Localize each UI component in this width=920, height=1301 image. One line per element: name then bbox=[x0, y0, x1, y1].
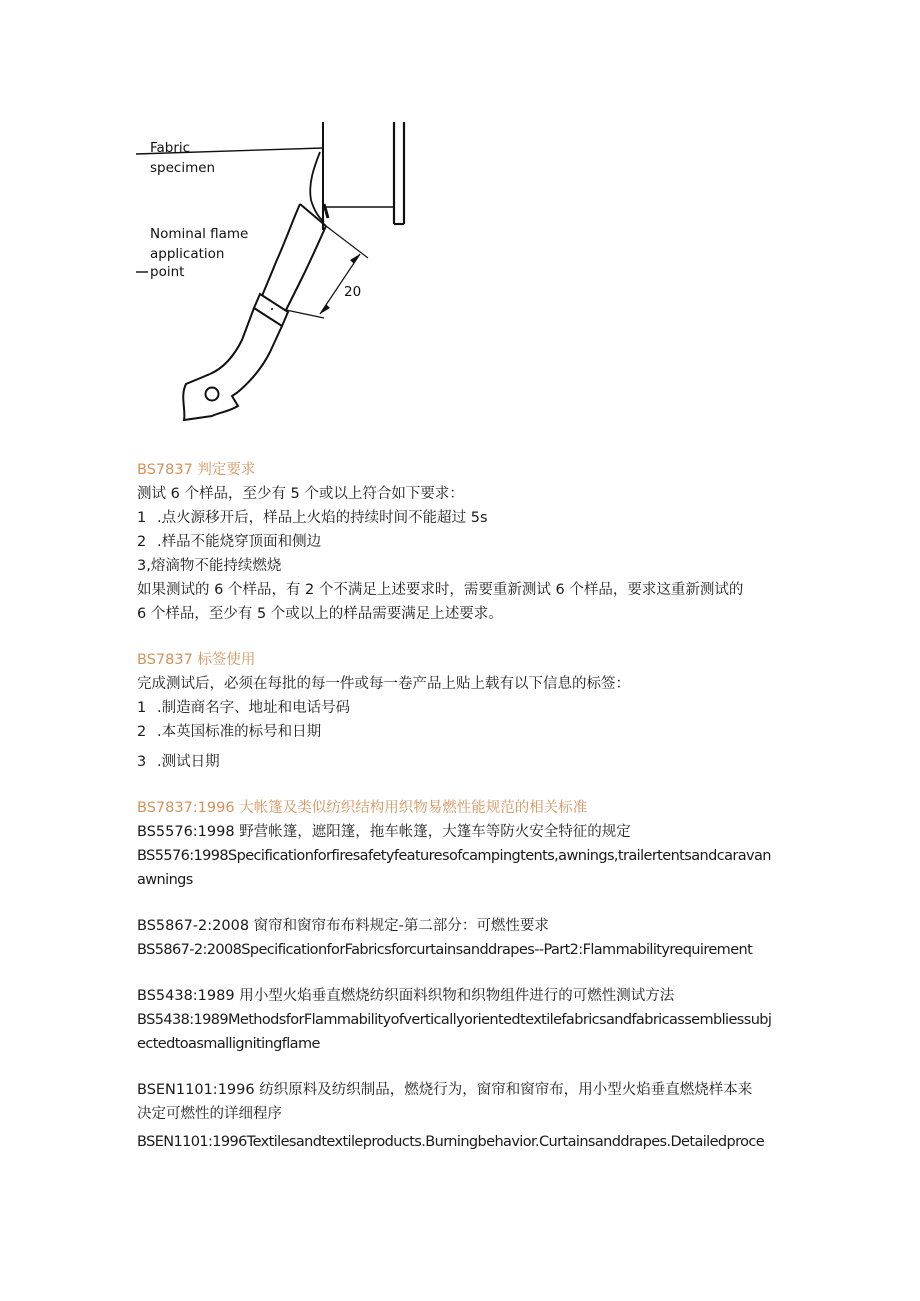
section2-intro: 完成测试后，必须在每批的每一件或每一卷产品上贴上载有以下信息的标签： bbox=[137, 676, 630, 692]
standard-4-en: BSEN1101:1996Textilesandtextileproducts.Burningbehavior.Curtainsanddrapes.Detailedproce bbox=[137, 1134, 765, 1150]
flame-test-diagram-svg bbox=[128, 112, 428, 442]
standard-4-cn-1: BSEN1101:1996 纺织原料及纺织制品，燃烧行为，窗帘和窗帘布，用小型火焰垂直燃烧样本来 bbox=[137, 1082, 753, 1098]
spacer bbox=[137, 962, 787, 984]
section1-intro: 测试 6 个样品，至少有 5 个或以上符合如下要求： bbox=[137, 486, 464, 502]
flame-marker bbox=[324, 204, 328, 218]
item-text: .制造商名字、地址和电话号码 bbox=[157, 700, 351, 716]
collar-dot bbox=[271, 308, 273, 310]
spacer bbox=[137, 626, 787, 648]
section2-item-2 bbox=[137, 720, 787, 744]
item-text: .样品不能烧穿顶面和侧边 bbox=[157, 534, 322, 550]
item-text: .测试日期 bbox=[157, 754, 220, 770]
label-flame-3: point bbox=[150, 264, 185, 280]
document-body bbox=[137, 458, 787, 1154]
fabric-curl bbox=[310, 152, 324, 222]
label-flame-1: Nominal flame bbox=[150, 226, 249, 242]
item-text: .本英国标准的标号和日期 bbox=[157, 724, 322, 740]
item-number: 1 bbox=[137, 700, 147, 716]
spacer bbox=[137, 1056, 787, 1078]
section2-item-3 bbox=[137, 750, 787, 774]
section1-retest-1: 如果测试的 6 个样品，有 2 个不满足上述要求时，需要重新测试 6 个样品，要求这重新测试的 bbox=[137, 582, 744, 598]
standard-2-en: BS5867-2:2008SpecificationforFabricsforcurtainsanddrapes--Part2:Flammabilityrequirement bbox=[137, 942, 753, 958]
section1-retest-2: 6 个样品，至少有 5 个或以上的样品需要满足上述要求。 bbox=[137, 606, 503, 622]
spacer bbox=[137, 774, 787, 796]
flame-test-diagram bbox=[128, 112, 428, 442]
label-fabric-1: Fabric bbox=[150, 140, 191, 156]
item-number: 3 bbox=[137, 754, 147, 770]
section2-heading: BS7837 标签使用 bbox=[137, 652, 256, 668]
standard-3-en-2: ectedtoasmallignitingflame bbox=[137, 1036, 320, 1052]
section1-item-3: 3,熔滴物不能持续燃烧 bbox=[137, 558, 282, 574]
dim-extension-top bbox=[326, 226, 368, 258]
handle-left bbox=[210, 308, 254, 374]
section3-heading: BS7837:1996 大帐篷及类似纺织结构用织物易燃性能规范的相关标准 bbox=[137, 800, 588, 816]
standard-3-en-1: BS5438:1989MethodsforFlammabilityofverticallyorientedtextilefabricsandfabricassembliessubj bbox=[137, 1012, 772, 1028]
item-number: 2 bbox=[137, 534, 147, 550]
standard-1-en-1: BS5576:1998Specificationforfiresafetyfeaturesofcampingtents,awnings,trailertentsandcaravan bbox=[137, 848, 771, 864]
dim-extension-bottom bbox=[286, 310, 324, 318]
section1-heading: BS7837 判定要求 bbox=[137, 462, 256, 478]
section1-item-1 bbox=[137, 506, 787, 530]
handle-plate bbox=[183, 374, 238, 420]
burner-collar bbox=[254, 294, 288, 326]
section2-item-1 bbox=[137, 696, 787, 720]
standard-3-cn: BS5438:1989 用小型火焰垂直燃烧纺织面料织物和织物组件进行的可燃性测试方法 bbox=[137, 988, 675, 1004]
label-fabric-2: specimen bbox=[150, 160, 216, 176]
dimension-label: 20 bbox=[344, 284, 362, 300]
standard-4-cn-2: 决定可燃性的详细程序 bbox=[137, 1106, 282, 1122]
handle-hole bbox=[206, 388, 219, 401]
burner-tube-right bbox=[286, 226, 326, 310]
label-flame-2: application bbox=[150, 246, 225, 262]
section1-item-2 bbox=[137, 530, 787, 554]
burner-tube-left bbox=[262, 204, 300, 296]
item-number: 1 bbox=[137, 510, 147, 526]
standard-1-en-2: awnings bbox=[137, 872, 193, 888]
item-text: .点火源移开后，样品上火焰的持续时间不能超过 5s bbox=[157, 510, 488, 526]
spacer bbox=[137, 892, 787, 914]
standard-2-cn: BS5867-2:2008 窗帘和窗帘布布料规定-第二部分：可燃性要求 bbox=[137, 918, 549, 934]
standard-1-cn: BS5576:1998 野营帐篷，遮阳篷，拖车帐篷，大篷车等防火安全特征的规定 bbox=[137, 824, 631, 840]
item-number: 2 bbox=[137, 724, 147, 740]
